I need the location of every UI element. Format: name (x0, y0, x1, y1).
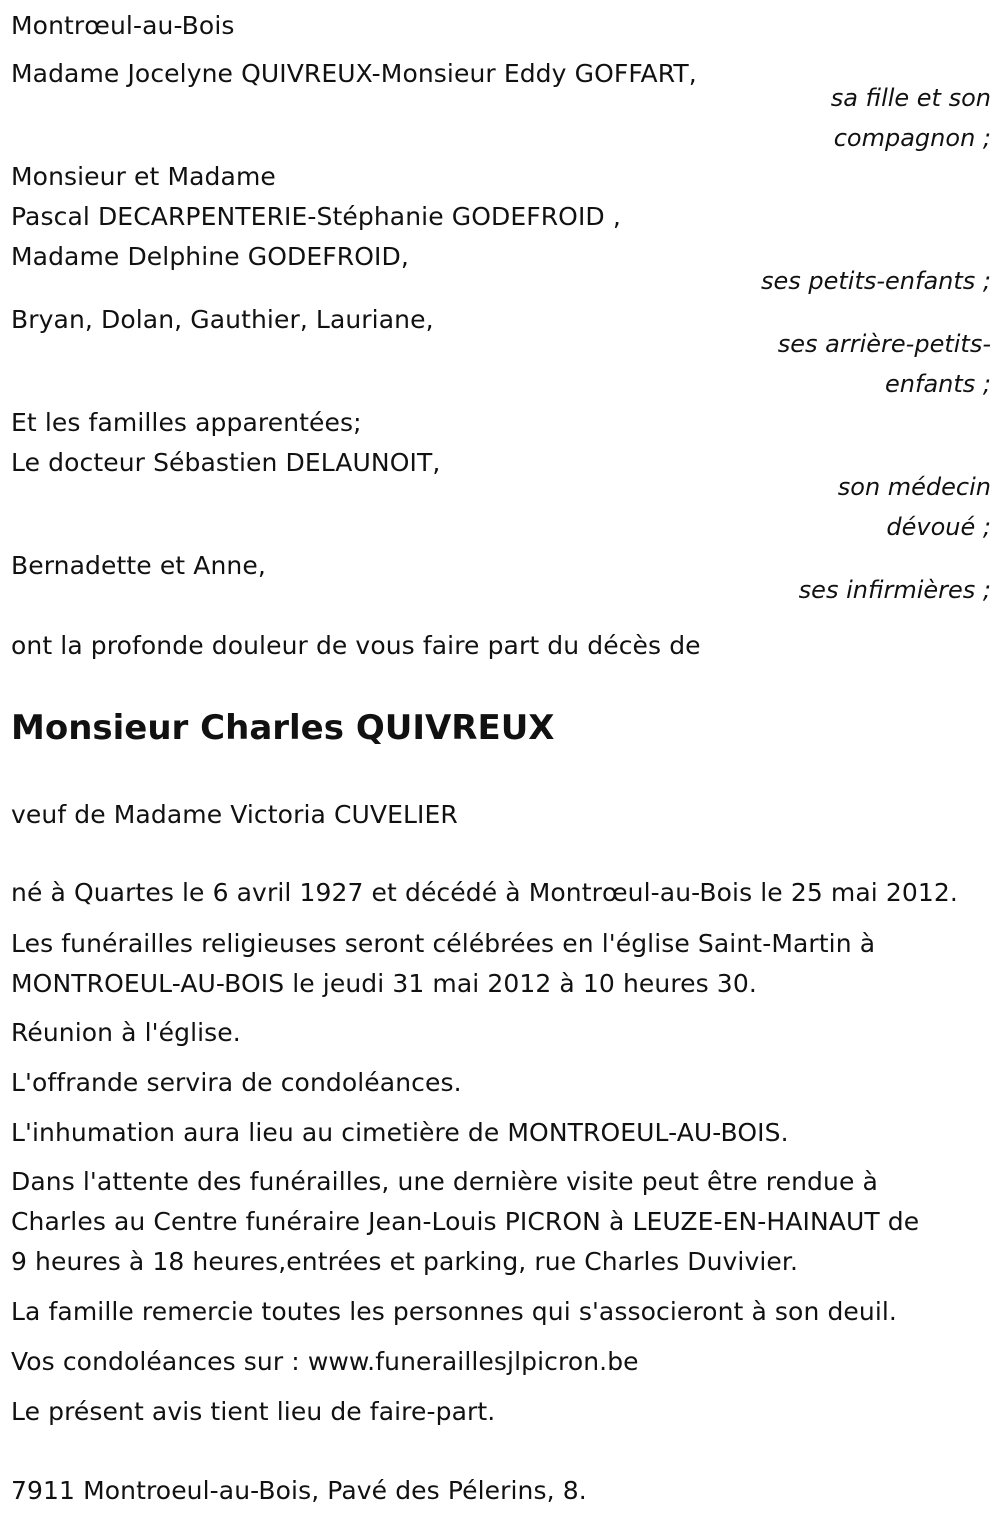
grandchildren-line-3: Madame Delphine GODEFROID, (11, 242, 409, 271)
thanks-line: La famille remercie toutes les personnes qui s'associeront à son deuil. (11, 1297, 897, 1326)
condolences-line: Vos condoléances sur : www.funeraillesjlpicron.be (11, 1347, 639, 1376)
visit-line-2: Charles au Centre funéraire Jean-Louis PICRON à LEUZE-EN-HAINAUT de (11, 1207, 920, 1236)
doctor-name: Le docteur Sébastien DELAUNOIT, (11, 448, 441, 477)
daughter-relation-line-1: sa fille et son (830, 84, 991, 112)
funeral-line-1: Les funérailles religieuses seront célébrées en l'église Saint-Martin à (11, 929, 876, 958)
grandchildren-line-1: Monsieur et Madame (11, 162, 276, 191)
birth-death-line: né à Quartes le 6 avril 1927 et décédé à Montrœul-au-Bois le 25 mai 2012. (11, 878, 958, 907)
deceased-name: Monsieur Charles QUIVREUX (11, 708, 555, 748)
doctor-relation-line-2: dévoué ; (886, 513, 991, 541)
widower-of: veuf de Madame Victoria CUVELIER (11, 800, 458, 829)
address-line: 7911 Montroeul-au-Bois, Pavé des Pélerins, 8. (11, 1476, 587, 1505)
great-grandchildren-names: Bryan, Dolan, Gauthier, Lauriane, (11, 305, 434, 334)
daughter-relation-line-2: compagnon ; (833, 124, 991, 152)
daughter-names: Madame Jocelyne QUIVREUX-Monsieur Eddy GOFFART, (11, 59, 697, 88)
visit-line-3: 9 heures à 18 heures,entrées et parking, rue Charles Duvivier. (11, 1247, 799, 1276)
meeting-line: Réunion à l'église. (11, 1018, 241, 1047)
grandchildren-line-2: Pascal DECARPENTERIE-Stéphanie GODEFROID , (11, 202, 621, 231)
nurses-names: Bernadette et Anne, (11, 551, 266, 580)
doctor-relation-line-1: son médecin (837, 473, 991, 501)
nurses-relation: ses infirmières ; (798, 576, 991, 604)
offering-line: L'offrande servira de condoléances. (11, 1068, 462, 1097)
burial-line: L'inhumation aura lieu au cimetière de MONTROEUL-AU-BOIS. (11, 1118, 789, 1147)
grandchildren-relation: ses petits-enfants ; (760, 267, 991, 295)
great-grandchildren-relation-line-1: ses arrière-petits- (777, 330, 991, 358)
announcement-intro: ont la profonde douleur de vous faire part du décès de (11, 631, 701, 660)
great-grandchildren-relation-line-2: enfants ; (885, 370, 991, 398)
visit-line-1: Dans l'attente des funérailles, une dernière visite peut être rendue à (11, 1167, 878, 1196)
related-families: Et les familles apparentées; (11, 408, 362, 437)
header-place: Montrœul-au-Bois (11, 11, 235, 40)
notice-line: Le présent avis tient lieu de faire-part. (11, 1397, 496, 1426)
funeral-line-2: MONTROEUL-AU-BOIS le jeudi 31 mai 2012 à 10 heures 30. (11, 969, 757, 998)
